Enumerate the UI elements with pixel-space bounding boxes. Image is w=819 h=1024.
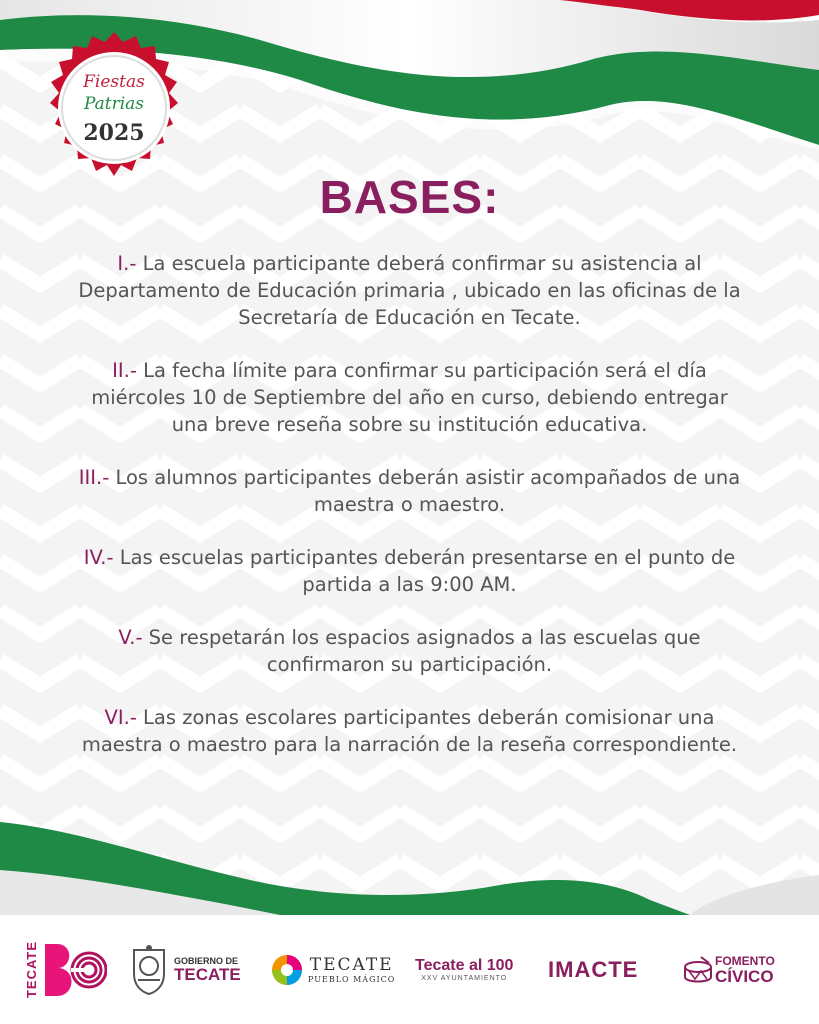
pueblo-magico-swirl-icon <box>270 953 304 987</box>
base-text: Se respetarán los espacios asignados a las escuelas que confirmaron su participación. <box>142 626 701 676</box>
base-item-5 <box>70 624 749 678</box>
fiestas-patrias-seal <box>38 32 190 184</box>
ayuntamiento-sub: XXV AYUNTAMIENTO <box>421 975 508 982</box>
seal-line-1: Fiestas <box>83 72 145 92</box>
fomento-line-2: CÍVICO <box>715 966 774 986</box>
base-numeral: V.- <box>118 626 143 649</box>
base-item-6 <box>70 704 749 758</box>
gobierno-line-1: GOBIERNO DE <box>174 956 239 966</box>
logo-tecate-al-100 <box>415 915 513 1024</box>
coat-of-arms-icon <box>128 944 170 996</box>
base-item-1 <box>70 250 749 331</box>
seal-year: 2025 <box>83 120 145 146</box>
logo-pueblo-magico <box>270 915 395 1024</box>
page-title: BASES: <box>319 171 500 223</box>
base-item-4 <box>70 544 749 598</box>
base-numeral: II.- <box>112 359 137 382</box>
imacte-label: IMACTE <box>548 956 639 982</box>
pueblo-line-2: PUEBLO MÁGICO <box>308 975 396 984</box>
ayuntamiento-main: Tecate al 100 <box>415 957 514 974</box>
logo-gobierno-tecate <box>128 915 241 1024</box>
pueblo-line-1: TECATE <box>309 955 394 975</box>
logo-tecate-bc <box>24 915 107 1024</box>
tecate-vertical-label: TECATE <box>24 940 39 999</box>
seal-line-2: Patrias <box>83 94 145 114</box>
base-text: La fecha límite para confirmar su participación será el día miércoles 10 de Septiembre del año en curso, debiendo entregar una breve reseña sobre su institución educativa. <box>91 359 728 436</box>
bc-logo-icon <box>43 940 107 1000</box>
logo-fomento-civico <box>683 915 775 1024</box>
fomento-line-1: FOMENTO <box>715 953 775 968</box>
gobierno-line-2: TECATE <box>174 965 241 984</box>
base-numeral: IV.- <box>83 546 114 569</box>
base-text: Los alumnos participantes deberán asistir acompañados de una maestra o maestro. <box>109 466 741 516</box>
footer-logos <box>0 915 819 1024</box>
bases-list <box>70 250 749 784</box>
base-text: La escuela participante deberá confirmar su asistencia al Departamento de Educación primaria , ubicado en las oficinas de la Secretaría de Educación en Tecate. <box>78 252 741 329</box>
drum-icon <box>683 955 713 985</box>
base-item-3 <box>70 464 749 518</box>
logo-imacte <box>548 915 638 1024</box>
base-numeral: III.- <box>78 466 110 489</box>
base-numeral: VI.- <box>104 706 137 729</box>
base-numeral: I.- <box>117 252 137 275</box>
base-item-2 <box>70 357 749 438</box>
base-text: Las escuelas participantes deberán presentarse en el punto de partida a las 9:00 AM. <box>113 546 736 596</box>
base-text: Las zonas escolares participantes deberán comisionar una maestra o maestro para la narración de la reseña correspondiente. <box>81 706 738 756</box>
